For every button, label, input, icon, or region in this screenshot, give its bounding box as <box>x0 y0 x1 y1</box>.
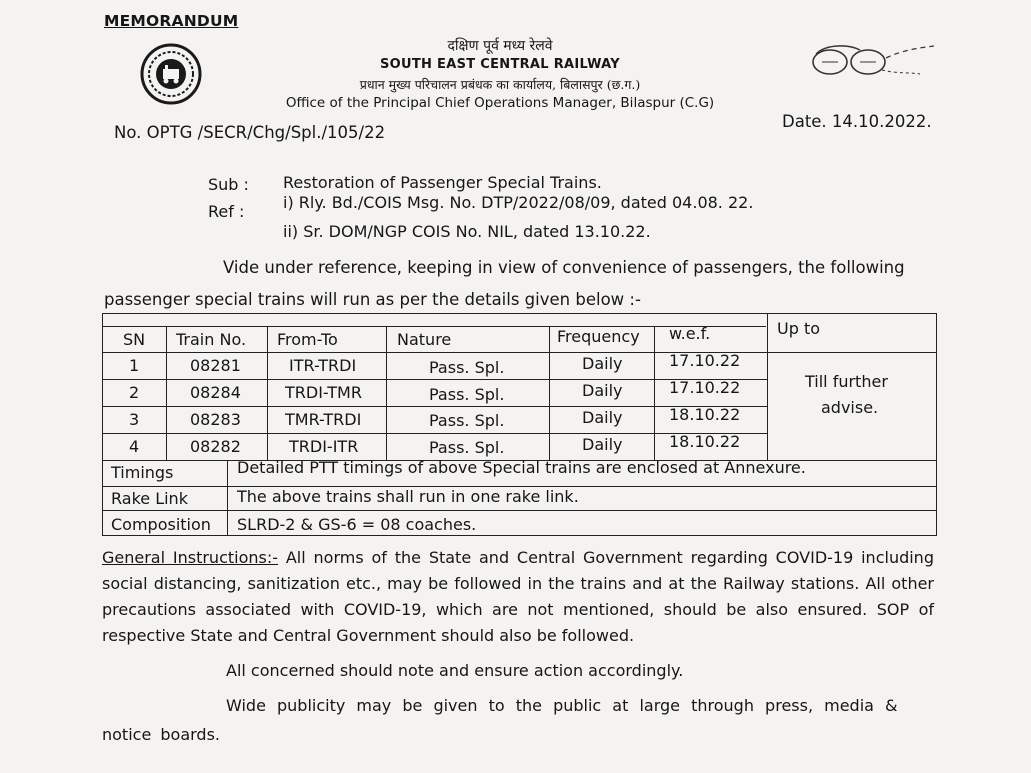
memo-date: Date. 14.10.2022. <box>782 112 932 131</box>
row3-sn: 3 <box>129 410 140 429</box>
header-office: Office of the Principal Chief Operations Manager, Bilaspur (C.G) <box>285 95 715 111</box>
row3-train-no: 08283 <box>190 410 241 429</box>
general-instructions-heading: General Instructions:- <box>102 548 279 567</box>
header-railway-name: SOUTH EAST CENTRAL RAILWAY <box>380 57 620 72</box>
header-frequency: Frequency <box>557 327 640 346</box>
header-hindi-line1: दक्षिण पूर्व मध्य रेलवे <box>447 38 553 54</box>
reference-item-2: ii) Sr. DOM/NGP COIS No. NIL, dated 13.10.22. <box>283 222 651 241</box>
composition-value: SLRD-2 & GS-6 = 08 coaches. <box>237 515 477 534</box>
subject-label: Sub : <box>208 175 249 194</box>
row4-train-no: 08282 <box>190 437 241 456</box>
header-nature: Nature <box>397 330 452 349</box>
row3-nature: Pass. Spl. <box>429 411 505 430</box>
intro-line-1: Vide under reference, keeping in view of convenience of passengers, the following <box>223 258 905 277</box>
row3-from-to: TMR-TRDI <box>285 410 362 429</box>
timings-value: Detailed PTT timings of above Special trains are enclosed at Annexure. <box>237 458 806 477</box>
row4-wef: 18.10.22 <box>669 432 741 451</box>
row3-wef: 18.10.22 <box>669 405 741 424</box>
row2-nature: Pass. Spl. <box>429 385 505 404</box>
row3-frequency: Daily <box>582 408 623 427</box>
memo-title: MEMORANDUM <box>104 12 239 30</box>
upto-line-2: advise. <box>821 398 879 417</box>
publicity-line-1: Wide publicity may be given to the public at large through press, media & <box>226 696 898 715</box>
header-wef: w.e.f. <box>669 324 711 343</box>
signature-mark-icon <box>808 40 936 82</box>
header-train-no: Train No. <box>176 330 247 349</box>
intro-line-2: passenger special trains will run as per the details given below :- <box>104 290 641 309</box>
train-schedule-table <box>102 313 937 536</box>
reference-label: Ref : <box>208 202 245 221</box>
subject-text: Restoration of Passenger Special Trains. <box>283 173 602 192</box>
row1-nature: Pass. Spl. <box>429 358 505 377</box>
general-instructions-text: All norms of the State and Central Government regarding COVID-19 including social distancing, sanitization etc., may be followed in the trains and at the Railway stations. All other precautions associated with COVID-19, which are not mentioned, should be also ensured. SOP of respective State and Central Government should also be followed. <box>102 548 934 645</box>
general-instructions <box>102 545 934 649</box>
header-from-to: From-To <box>277 330 338 349</box>
publicity-line-2: notice boards. <box>102 725 220 744</box>
rake-link-label: Rake Link <box>111 489 188 508</box>
header-up-to: Up to <box>777 319 821 338</box>
row4-frequency: Daily <box>582 435 623 454</box>
timings-label: Timings <box>111 463 174 482</box>
railway-emblem-icon <box>140 43 202 105</box>
row1-from-to: ITR-TRDI <box>289 356 357 375</box>
row2-wef: 17.10.22 <box>669 378 741 397</box>
row4-from-to: TRDI-ITR <box>289 437 359 456</box>
header-hindi-line2: प्रधान मुख्य परिचालन प्रबंधक का कार्यालय, बिलासपुर (छ.ग.) <box>359 77 641 92</box>
rake-link-value: The above trains shall run in one rake link. <box>237 487 579 506</box>
row1-frequency: Daily <box>582 354 623 373</box>
header-sn: SN <box>123 330 146 349</box>
composition-label: Composition <box>111 515 211 534</box>
row2-from-to: TRDI-TMR <box>285 383 362 402</box>
row2-sn: 2 <box>129 383 140 402</box>
row1-train-no: 08281 <box>190 356 241 375</box>
upto-line-1: Till further <box>805 372 888 391</box>
row4-sn: 4 <box>129 437 140 456</box>
row1-sn: 1 <box>129 356 140 375</box>
concerned-note: All concerned should note and ensure action accordingly. <box>226 661 684 680</box>
row4-nature: Pass. Spl. <box>429 438 505 457</box>
reference-number: No. OPTG /SECR/Chg/Spl./105/22 <box>114 123 386 142</box>
row2-train-no: 08284 <box>190 383 241 402</box>
row1-wef: 17.10.22 <box>669 351 741 370</box>
row2-frequency: Daily <box>582 381 623 400</box>
reference-item-1: i) Rly. Bd./COIS Msg. No. DTP/2022/08/09, dated 04.08. 22. <box>283 193 754 212</box>
